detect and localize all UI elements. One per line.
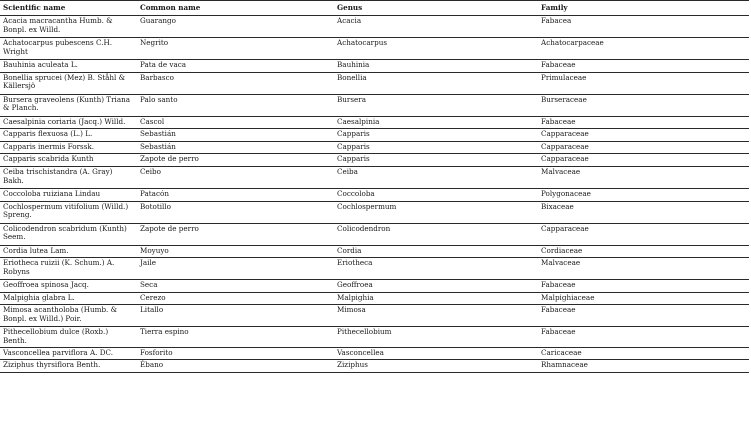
table-row <box>0 38 749 60</box>
cell-scientific-name: Cordia lutea Lam. <box>0 245 137 258</box>
table-header <box>0 1 749 16</box>
cell-genus: Cochlospermum <box>334 201 538 223</box>
cell-common-name: Sebastián <box>137 141 334 154</box>
cell-common-name: Jaile <box>137 258 334 280</box>
cell-scientific-name: Bonellia sprucei (Mez) B. Ståhl & Källersjö <box>0 72 137 94</box>
table-row <box>0 188 749 201</box>
cell-common-name: Fosforito <box>137 347 334 360</box>
cell-genus: Bursera <box>334 94 538 116</box>
cell-genus: Capparis <box>334 154 538 167</box>
cell-family: Fabaceae <box>538 60 749 73</box>
cell-common-name: Palo santo <box>137 94 334 116</box>
cell-scientific-name: Colicodendron scabridum (Kunth) Seem. <box>0 223 137 245</box>
cell-genus: Capparis <box>334 129 538 142</box>
cell-genus: Mimosa <box>334 305 538 327</box>
cell-family: Polygonaceae <box>538 188 749 201</box>
table-row <box>0 327 749 347</box>
table-row <box>0 305 749 327</box>
table-row <box>0 94 749 116</box>
table-row <box>0 245 749 258</box>
cell-scientific-name: Eriotheca ruizii (K. Schum.) A. Robyns <box>0 258 137 280</box>
table-row <box>0 201 749 223</box>
cell-common-name: Tierra espino <box>137 327 334 347</box>
cell-common-name: Negrito <box>137 38 334 60</box>
cell-scientific-name: Capparis flexuosa (L.) L. <box>0 129 137 142</box>
cell-family: Bixaceae <box>538 201 749 223</box>
cell-common-name: Bototillo <box>137 201 334 223</box>
cell-family: Capparaceae <box>538 141 749 154</box>
cell-common-name: Ébano <box>137 360 334 373</box>
header-genus: Genus <box>334 1 538 16</box>
cell-genus: Colicodendron <box>334 223 538 245</box>
cell-common-name: Ceibo <box>137 166 334 188</box>
cell-scientific-name: Geoffroea spinosa Jacq. <box>0 280 137 293</box>
cell-family: Caricaceae <box>538 347 749 360</box>
cell-scientific-name: Bursera graveolens (Kunth) Triana & Planch. <box>0 94 137 116</box>
cell-scientific-name: Cochlospermum vitifolium (Willd.) Spreng. <box>0 201 137 223</box>
cell-family: Fabaceae <box>538 116 749 129</box>
table-row <box>0 166 749 188</box>
cell-family: Capparaceae <box>538 223 749 245</box>
table-row <box>0 280 749 293</box>
cell-scientific-name: Bauhinia aculeata L. <box>0 60 137 73</box>
table-row <box>0 258 749 280</box>
cell-scientific-name: Ceiba trischistandra (A. Gray) Bakh. <box>0 166 137 188</box>
cell-family: Capparaceae <box>538 129 749 142</box>
cell-scientific-name: Acacia macracantha Humb. & Bonpl. ex Willd. <box>0 16 137 38</box>
table-row <box>0 154 749 167</box>
cell-family: Cordiaceae <box>538 245 749 258</box>
cell-family: Primulaceae <box>538 72 749 94</box>
cell-scientific-name: Vasconcellea parviflora A. DC. <box>0 347 137 360</box>
cell-common-name: Cascol <box>137 116 334 129</box>
cell-common-name: Litallo <box>137 305 334 327</box>
cell-scientific-name: Pithecellobium dulce (Roxb.) Benth. <box>0 327 137 347</box>
cell-common-name: Zapote de perro <box>137 223 334 245</box>
cell-scientific-name: Malpighia glabra L. <box>0 292 137 305</box>
header-family: Family <box>538 1 749 16</box>
header-common-name: Common name <box>137 1 334 16</box>
cell-family: Rhamnaceae <box>538 360 749 373</box>
table-row <box>0 16 749 38</box>
cell-family: Achatocarpaceae <box>538 38 749 60</box>
cell-genus: Cordia <box>334 245 538 258</box>
cell-genus: Geoffroea <box>334 280 538 293</box>
cell-family: Fabaceae <box>538 327 749 347</box>
cell-genus: Capparis <box>334 141 538 154</box>
cell-genus: Eriotheca <box>334 258 538 280</box>
cell-common-name: Barbasco <box>137 72 334 94</box>
table-row <box>0 72 749 94</box>
cell-family: Fabacea <box>538 16 749 38</box>
cell-common-name: Guarango <box>137 16 334 38</box>
cell-family: Malvaceae <box>538 166 749 188</box>
cell-common-name: Pata de vaca <box>137 60 334 73</box>
cell-genus: Coccoloba <box>334 188 538 201</box>
table-row <box>0 360 749 373</box>
table-row <box>0 129 749 142</box>
cell-genus: Pithecellobium <box>334 327 538 347</box>
cell-family: Burseraceae <box>538 94 749 116</box>
cell-common-name: Seca <box>137 280 334 293</box>
header-scientific-name: Scientific name <box>0 1 137 16</box>
cell-scientific-name: Capparis inermis Forssk. <box>0 141 137 154</box>
cell-genus: Caesalpinia <box>334 116 538 129</box>
table-row <box>0 347 749 360</box>
cell-scientific-name: Capparis scabrida Kunth <box>0 154 137 167</box>
cell-family: Fabaceae <box>538 280 749 293</box>
cell-family: Malvaceae <box>538 258 749 280</box>
cell-common-name: Sebastián <box>137 129 334 142</box>
cell-common-name: Patacón <box>137 188 334 201</box>
cell-common-name: Zapote de perro <box>137 154 334 167</box>
cell-scientific-name: Achatocarpus pubescens C.H. Wright <box>0 38 137 60</box>
cell-common-name: Cerezo <box>137 292 334 305</box>
cell-genus: Bauhinia <box>334 60 538 73</box>
cell-genus: Ziziphus <box>334 360 538 373</box>
cell-genus: Bonellia <box>334 72 538 94</box>
cell-common-name: Moyuyo <box>137 245 334 258</box>
cell-genus: Acacia <box>334 16 538 38</box>
table-row <box>0 60 749 73</box>
cell-scientific-name: Coccoloba ruiziana Lindau <box>0 188 137 201</box>
table-row <box>0 116 749 129</box>
cell-scientific-name: Mimosa acantholoba (Humb. & Bonpl. ex Willd.) Poir. <box>0 305 137 327</box>
table-body <box>0 16 749 373</box>
cell-genus: Malpighia <box>334 292 538 305</box>
table-row <box>0 141 749 154</box>
cell-genus: Achatocarpus <box>334 38 538 60</box>
cell-family: Malpighiaceae <box>538 292 749 305</box>
cell-scientific-name: Ziziphus thyrsiflora Benth. <box>0 360 137 373</box>
table-row <box>0 292 749 305</box>
cell-genus: Vasconcellea <box>334 347 538 360</box>
cell-family: Capparaceae <box>538 154 749 167</box>
cell-scientific-name: Caesalpinia coriaria (Jacq.) Willd. <box>0 116 137 129</box>
cell-genus: Ceiba <box>334 166 538 188</box>
cell-family: Fabaceae <box>538 305 749 327</box>
table-row <box>0 223 749 245</box>
header-row <box>0 1 749 16</box>
